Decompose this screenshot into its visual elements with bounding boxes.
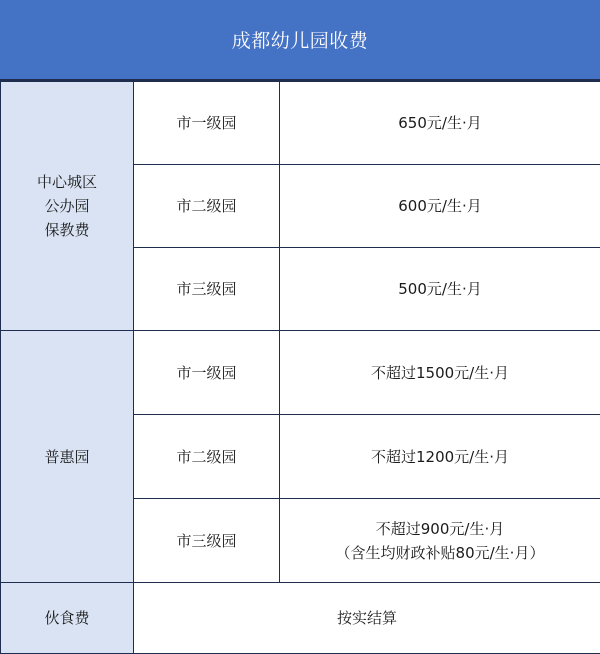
fee-cell: [280, 82, 600, 165]
fee-cell: [280, 331, 600, 415]
category-line: 公办园: [1, 194, 133, 218]
table-title-bar: [0, 0, 600, 81]
table-row: [1, 583, 600, 654]
category-cell-public: [1, 82, 134, 331]
level-cell: 市二级园: [134, 415, 280, 499]
table-row: [1, 331, 600, 415]
fee-cell: [280, 415, 600, 499]
fee-cell: [280, 499, 600, 583]
fee-line: 650元/生·月: [280, 111, 600, 135]
level-cell: 市一级园: [134, 82, 280, 165]
fee-line: 600元/生·月: [280, 194, 600, 218]
level-cell: 市二级园: [134, 165, 280, 248]
fee-cell: [280, 248, 600, 331]
level-cell: 市三级园: [134, 499, 280, 583]
level-cell: 市三级园: [134, 248, 280, 331]
fee-line: 不超过1500元/生·月: [280, 361, 600, 385]
category-cell-meals: 伙食费: [1, 583, 134, 654]
category-line: 普惠园: [1, 445, 133, 469]
fee-line: 500元/生·月: [280, 277, 600, 301]
table-row: [1, 82, 600, 165]
fee-cell: [280, 165, 600, 248]
category-line: 保教费: [1, 218, 133, 242]
fee-table: [0, 81, 600, 654]
level-cell: 市一级园: [134, 331, 280, 415]
meal-fee-cell: 按实结算: [134, 583, 600, 654]
fee-note-line: （含生均财政补贴80元/生·月）: [280, 541, 600, 565]
category-line: 中心城区: [1, 170, 133, 194]
table-title: 成都幼儿园收费: [232, 26, 369, 53]
category-cell-inclusive: [1, 331, 134, 583]
fee-line: 不超过900元/生·月: [280, 517, 600, 541]
fee-line: 不超过1200元/生·月: [280, 445, 600, 469]
